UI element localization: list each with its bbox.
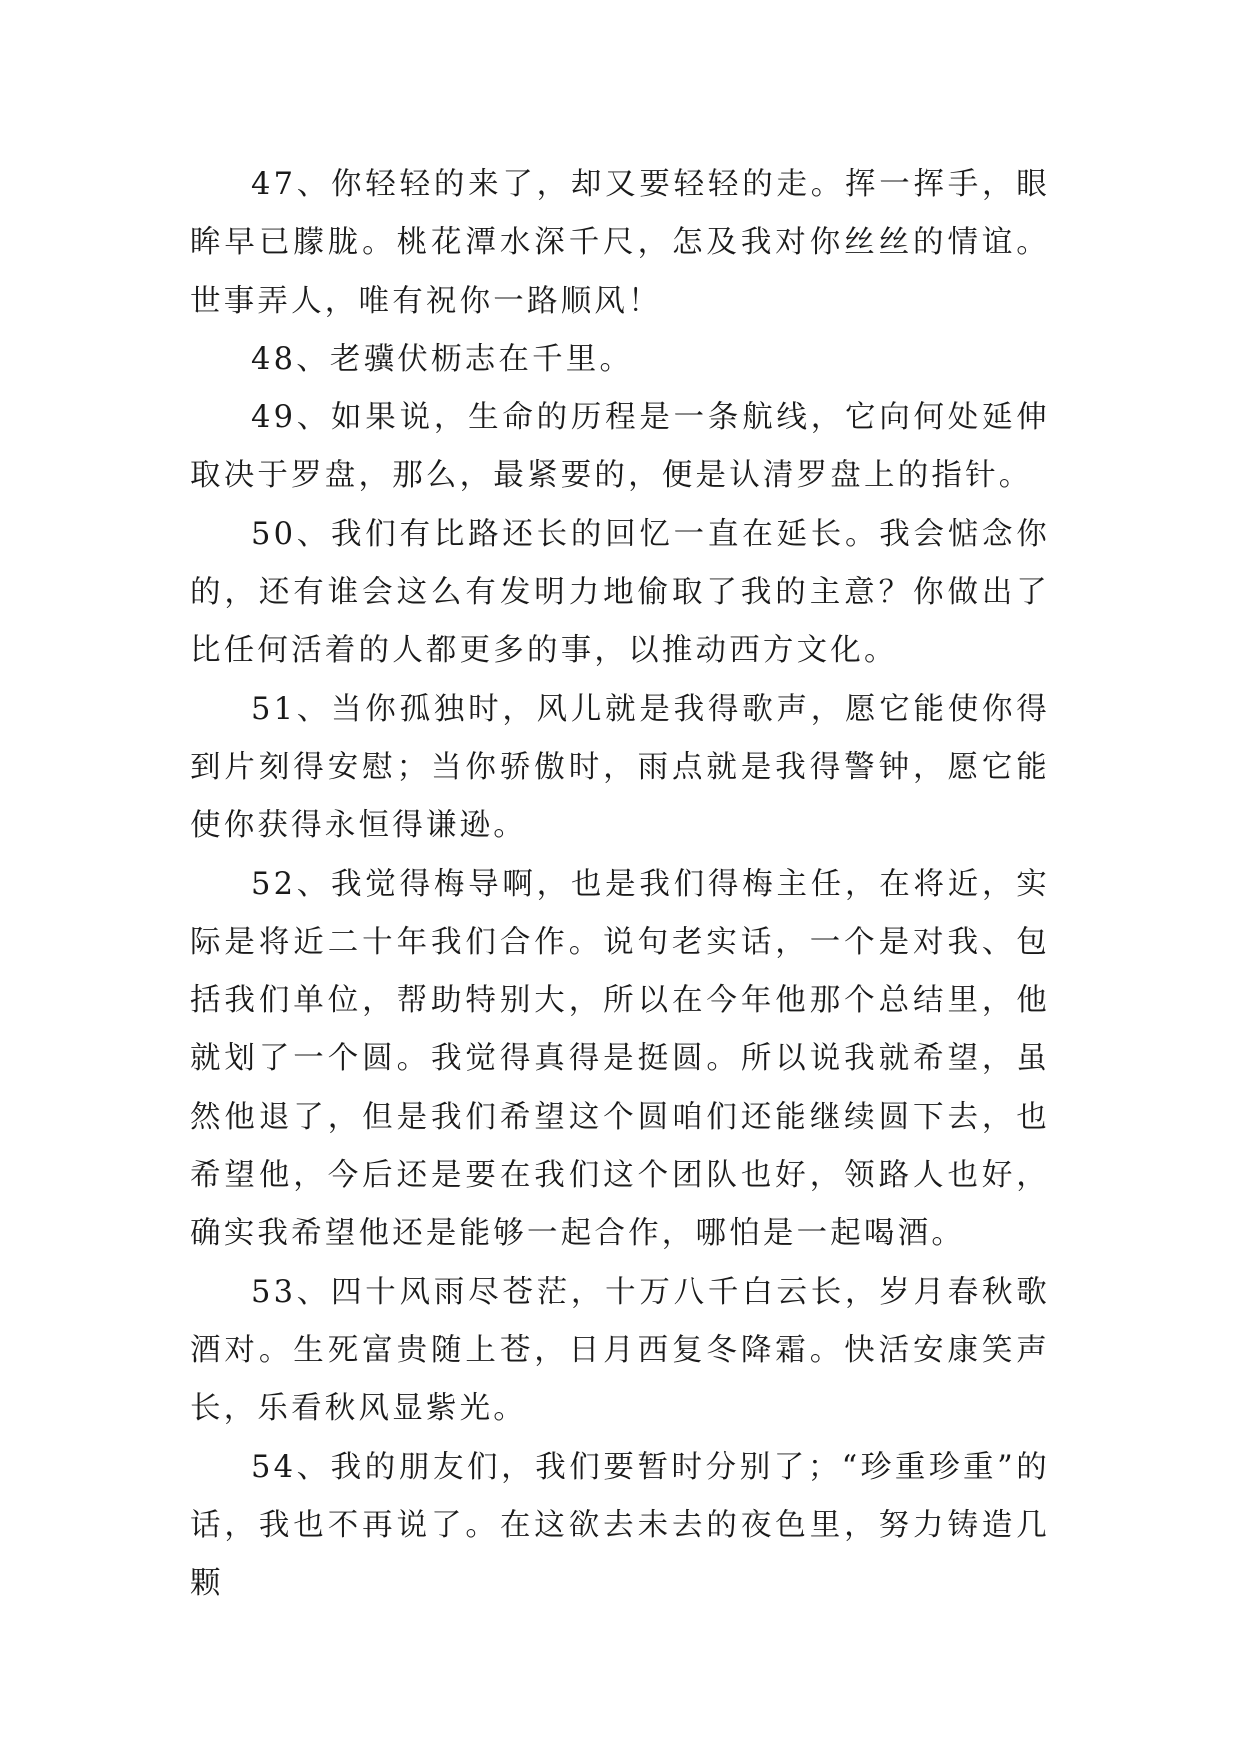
paragraph-54: 54、我的朋友们，我们要暂时分别了；“珍重珍重”的话，我也不再说了。在这欲去未去的夜色里，努力铸造几颗	[190, 1449, 1050, 1602]
paragraph-53: 53、四十风雨尽苍茫，十万八千白云长，岁月春秋歌酒对。生死富贵随上苍，日月西复冬降霜。快活安康笑声长，乐看秋风显紫光。	[190, 1274, 1050, 1427]
paragraph-49: 49、如果说，生命的历程是一条航线，它向何处延伸取决于罗盘，那么，最紧要的，便是认清罗盘上的指针。	[190, 400, 1050, 494]
paragraph-48: 48、老骥伏枥志在千里。	[251, 341, 634, 377]
paragraph-51: 51、当你孤独时，风儿就是我得歌声，愿它能使你得到片刻得安慰；当你骄傲时，雨点就是我得警钟，愿它能使你获得永恒得谦逊。	[190, 691, 1050, 844]
paragraph-47: 47、你轻轻的来了，却又要轻轻的走。挥一挥手，眼眸早已朦胧。桃花潭水深千尺，怎及我对你丝丝的情谊。世事弄人，唯有祝你一路顺风！	[190, 167, 1050, 319]
paragraph-52: 52、我觉得梅导啊，也是我们得梅主任，在将近，实际是将近二十年我们合作。说句老实话，一个是对我、包括我们单位，帮助特别大，所以在今年他那个总结里，他就划了一个圆。我觉得真得是挺圆。所以说我就希望，虽然他退了，但是我们希望这个圆咱们还能继续圆下去，也希望他，今后还是要在我们这个团队也好，领路人也好，确实我希望他还是能够一起合作，哪怕是一起喝酒。	[190, 866, 1050, 1252]
paragraph-50: 50、我们有比路还长的回忆一直在延长。我会惦念你的，还有谁会这么有发明力地偷取了我的主意？你做出了比任何活着的人都更多的事，以推动西方文化。	[190, 516, 1050, 669]
document-body	[190, 156, 1050, 1613]
